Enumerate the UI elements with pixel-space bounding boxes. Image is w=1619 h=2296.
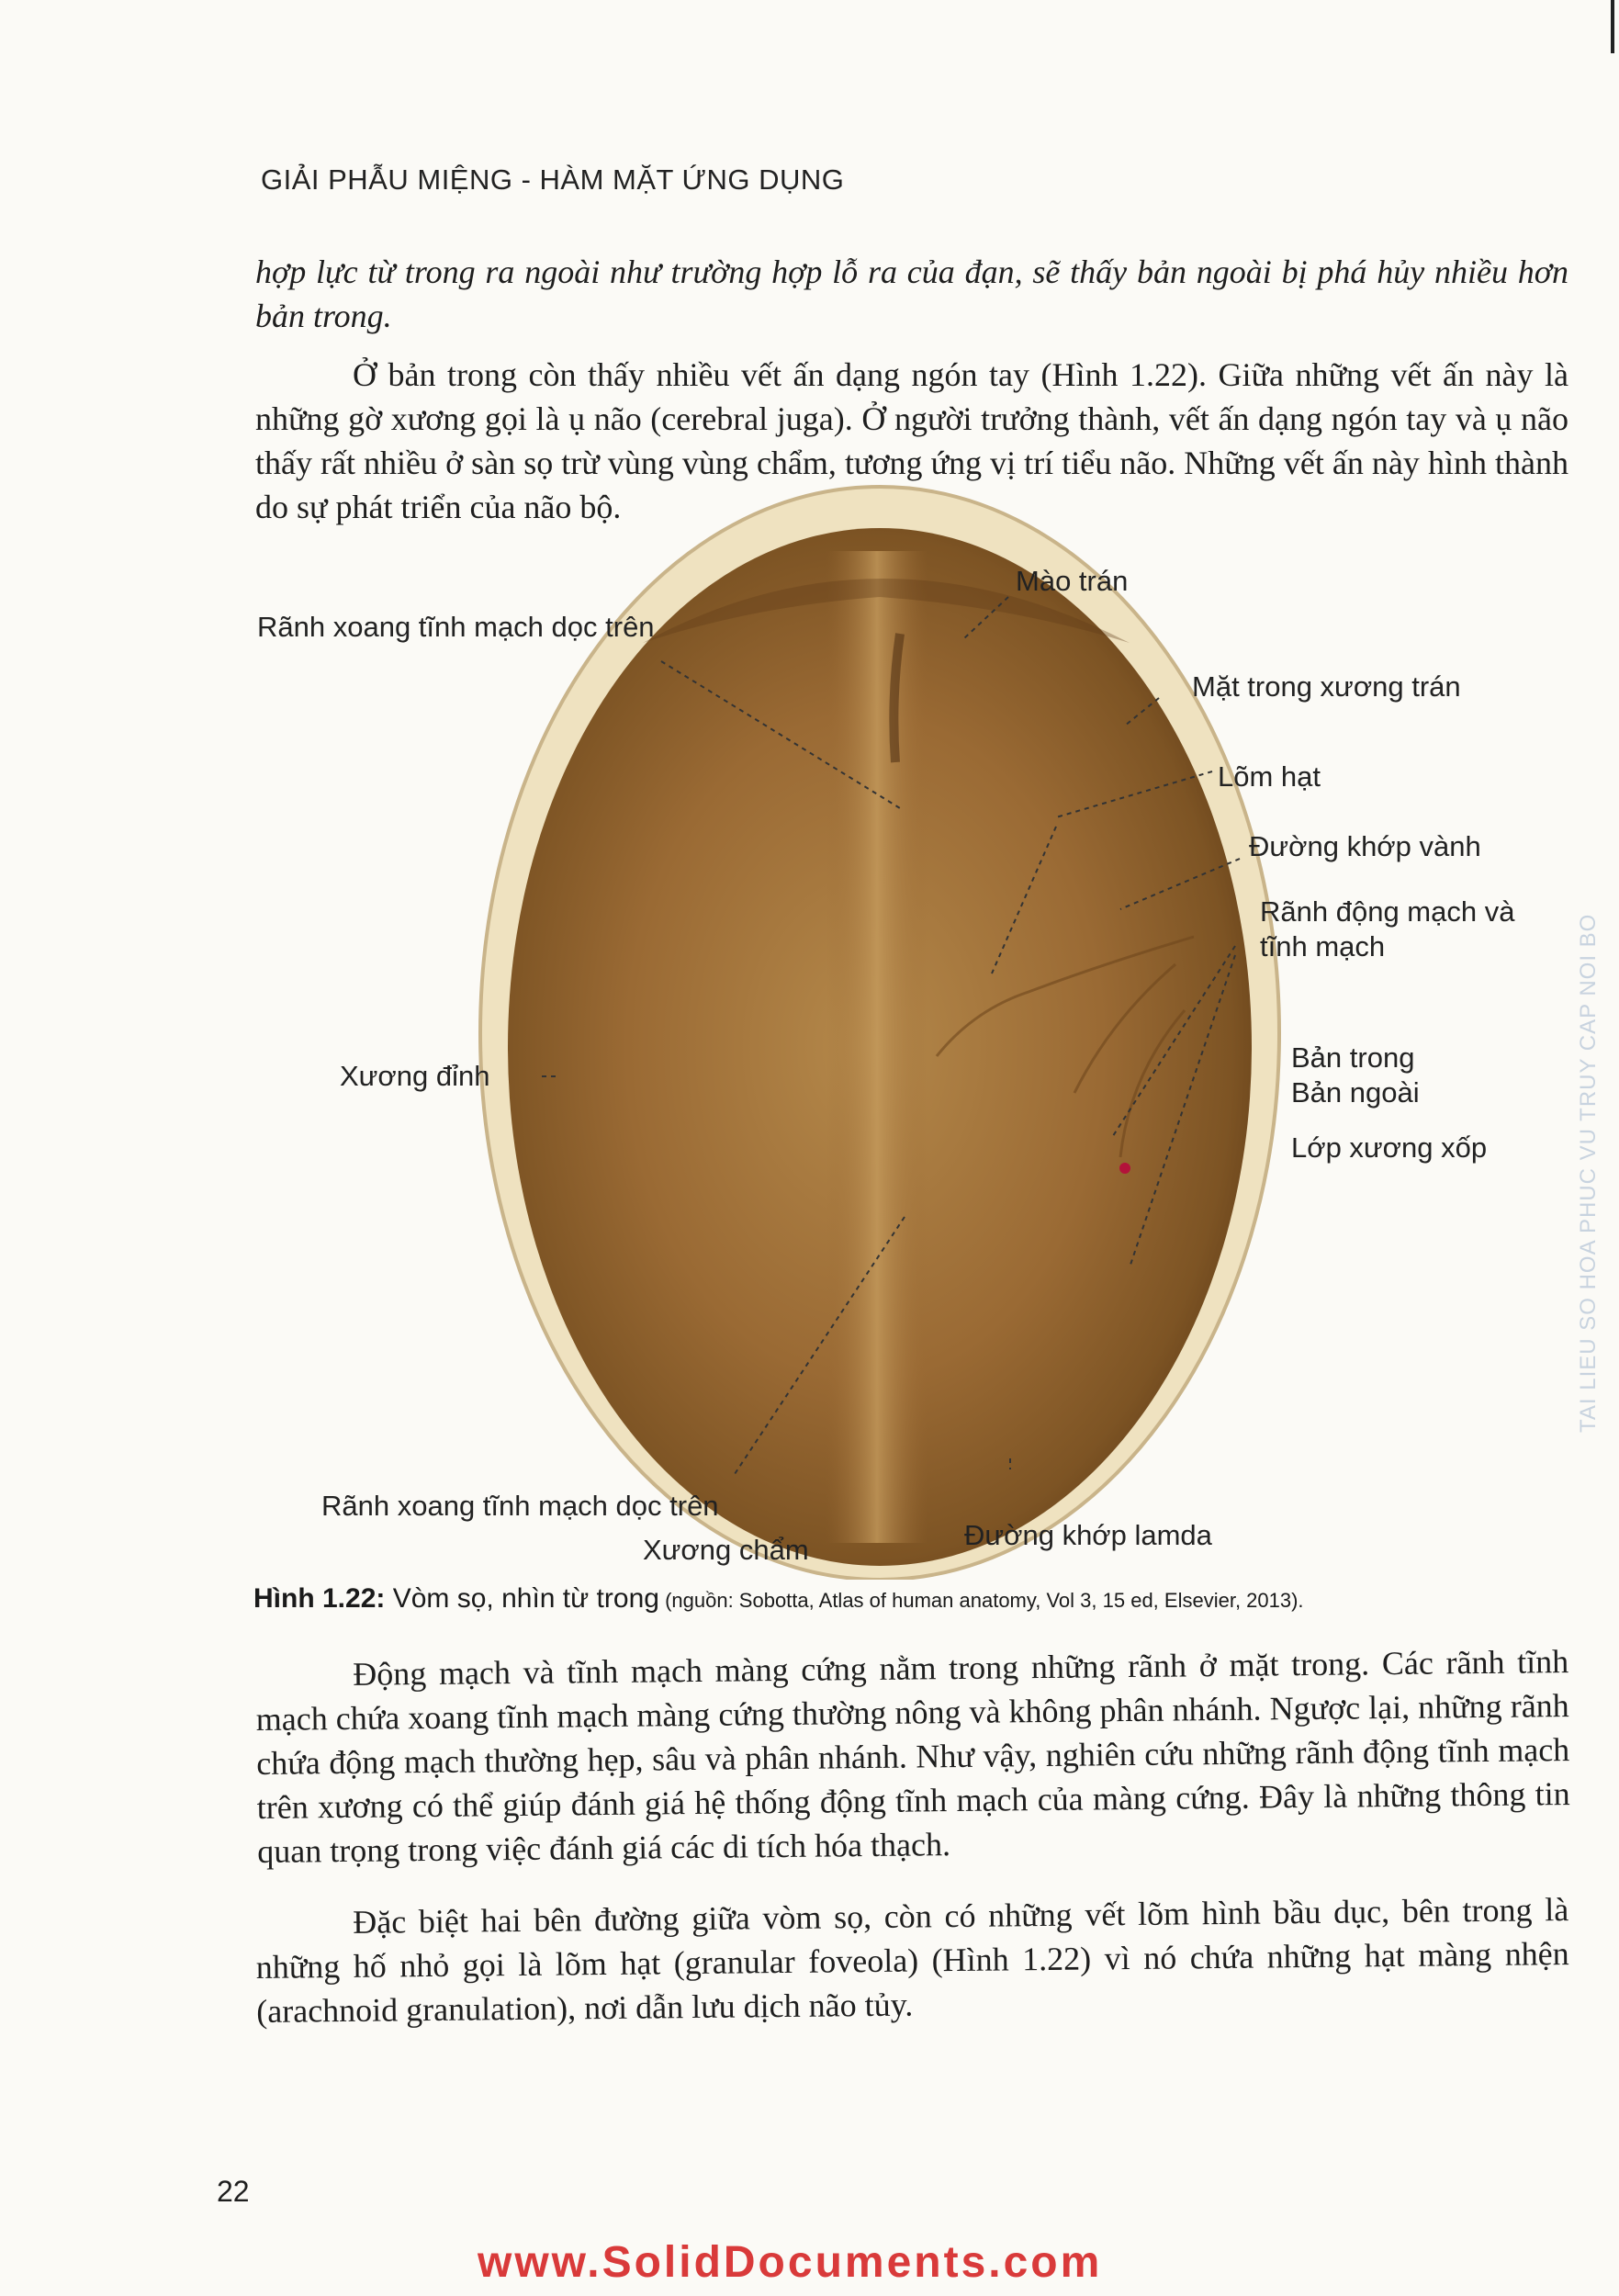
label-ranh-xoang-top: Rãnh xoang tĩnh mạch dọc trên [257, 611, 655, 643]
label-xuong-cham: Xương chẩm [643, 1534, 809, 1566]
red-spot [1119, 1163, 1130, 1174]
label-mao-tran: Mào trán [1016, 565, 1129, 597]
caption-text: Vòm sọ, nhìn từ trong [385, 1583, 659, 1614]
label-ranh-dong-mach-2: tĩnh mạch [1260, 930, 1386, 962]
label-ban-ngoai: Bản ngoài [1291, 1076, 1420, 1109]
label-duong-khop-vanh: Đường khớp vành [1249, 830, 1481, 862]
page-number: 22 [217, 2175, 250, 2208]
paragraph-1-text: hợp lực từ trong ra ngoài như trường hợp lỗ ra của đạn, sẽ thấy bản ngoài bị phá hủy nhiều hơn bản trong. [255, 253, 1568, 334]
label-lom-hat: Lõm hạt [1218, 760, 1321, 793]
figure-caption [253, 1583, 1576, 1615]
caption-number: Hình 1.22: [253, 1583, 386, 1614]
footer-watermark: www.SolidDocuments.com [478, 2238, 1103, 2287]
label-ranh-xoang-bottom: Rãnh xoang tĩnh mạch dọc trên [321, 1490, 719, 1522]
paragraph-3-text: Động mạch và tĩnh mạch màng cứng nằm trong những rãnh ở mặt trong. Các rãnh tĩnh mạch chứa xoang tĩnh mạch màng cứng thường nông và không phân nhánh. Ngược lại, những rãnh chứa động mạch thường hẹp, sâu và phân nhánh. Như vậy, nghiên cứu những rãnh động tĩnh mạch trên xương có thể giúp đánh giá hệ thống động tĩnh mạch của màng cứng. Đây là những thông tin quan trọng trong việc đánh giá các di tích hóa thạch. [255, 1643, 1570, 1870]
paragraph-3 [255, 1639, 1570, 1874]
paragraph-4-text: Đặc biệt hai bên đường giữa vòm sọ, còn có những vết lõm hình bầu dục, bên trong là những hố nhỏ gọi là lõm hạt (granular foveola) (Hình 1.22) vì nó chứa những hạt màng nhện (arachnoid granulation), nơi dẫn lưu dịch não tủy. [255, 1891, 1569, 2030]
label-mat-trong-xuong-tran: Mặt trong xương trán [1192, 670, 1461, 703]
caption-source: (nguồn: Sobotta, Atlas of human anatomy, Vol 3, 15 ed, Elsevier, 2013). [658, 1589, 1304, 1612]
paragraph-2-text: Ở bản trong còn thấy nhiều vết ấn dạng ngón tay (Hình 1.22). Giữa những vết ấn này là những gờ xương gọi là ụ não (cerebral juga). Ở người trưởng thành, vết ấn dạng ngón tay và ụ não thấy rất nhiều ở sàn sọ trừ vùng vùng chẩm, tương ứng vị trí tiểu não. Những vết ấn này hình thành do sự phát triển của não bộ. [255, 356, 1568, 525]
midline-ridge [826, 551, 928, 1543]
label-duong-khop-lamda: Đường khớp lamda [964, 1519, 1212, 1551]
running-header: GIẢI PHẪU MIỆNG - HÀM MẶT ỨNG DỤNG [261, 163, 845, 196]
label-xuong-dinh: Xương đỉnh [340, 1060, 490, 1092]
side-watermark: TAI LIEU SO HOA PHUC VU TRUY CAP NOI BO [1576, 913, 1601, 1433]
label-lop-xuong-xop: Lớp xương xốp [1291, 1131, 1488, 1164]
label-ranh-dong-mach-1: Rãnh động mạch và [1260, 895, 1515, 928]
label-ban-trong: Bản trong [1291, 1041, 1415, 1074]
paragraph-4 [255, 1887, 1569, 2033]
